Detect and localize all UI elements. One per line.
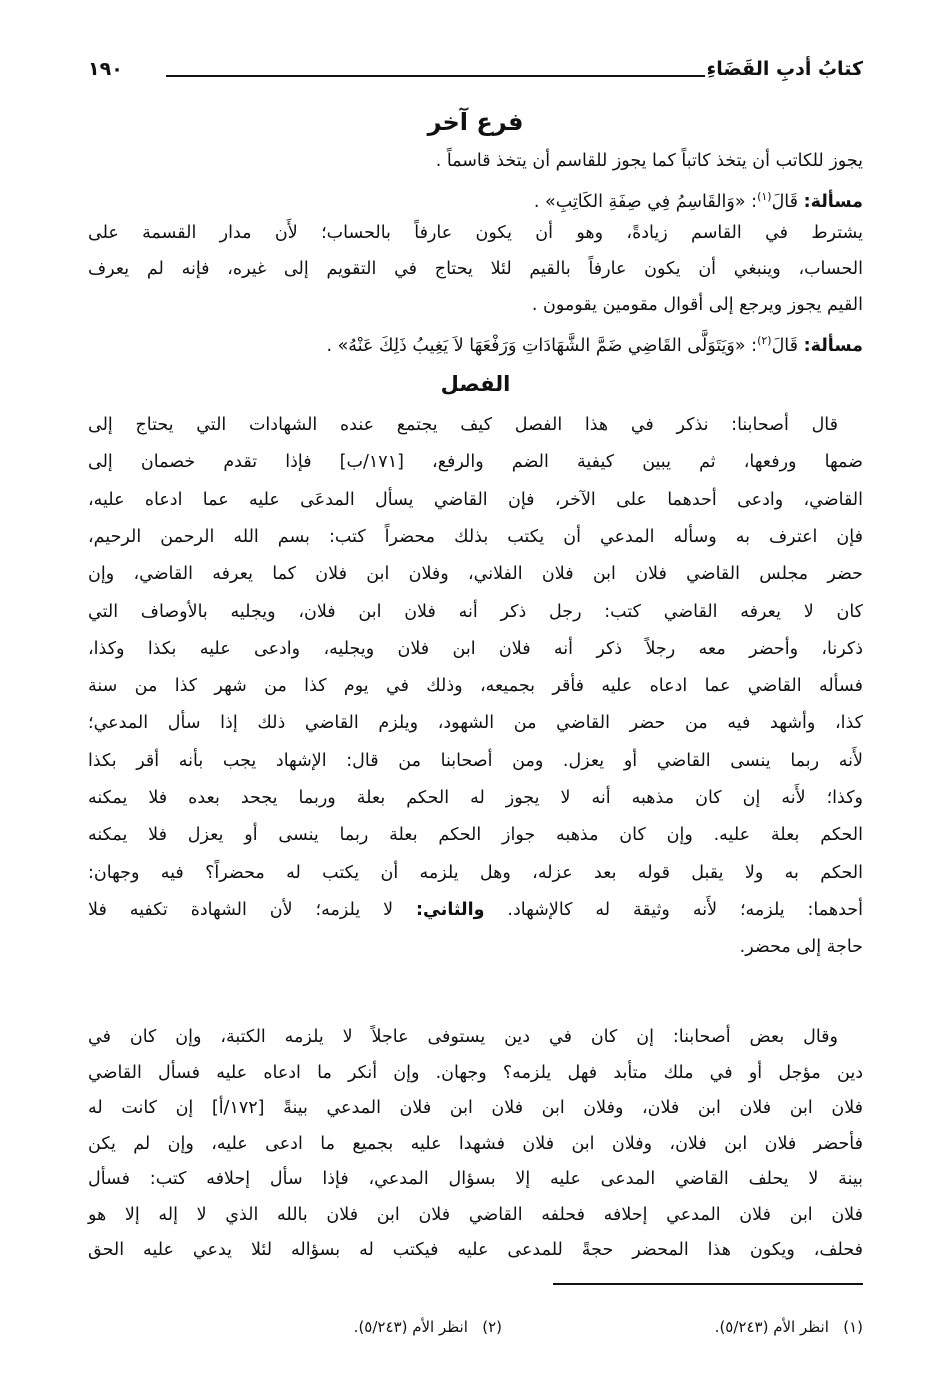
text-line: قال أصحابنا: نذكر في هذا الفصل كيف يجتمع عنده الشهادات التي يحتاج إلى <box>88 415 838 435</box>
text-line: فلان ابن فلان ابن فلان، وفلان ابن فلان ابن فلان المدعي بينةً [١٧٢/أ] إن كانت له <box>88 1098 863 1118</box>
text-line: حاجة إلى محضر. <box>739 937 863 958</box>
text-line: الحساب، وينبغي أن يكون عارفاً بالقيم لئلا يحتاج في التقويم إلى غيره، فإنه لم يعرف <box>88 259 863 279</box>
text-line: بينة لا يحلف القاضي المدعى عليه إلا بسؤال المدعي، فإذا سأل إحلافه كتب: فسأل <box>88 1169 863 1189</box>
qala-word: قَالَ <box>771 191 799 212</box>
masala-line <box>88 182 863 212</box>
quote: «وَيَتَوَلَّى القَاضِي ضَمَّ الشَّهَادَاتِ وَرَفْعَهَا لاَ يَغِيبُ ذَلِكَ عَنْهُ» . <box>326 335 746 356</box>
footnote-ref: (١) <box>757 190 772 203</box>
line-start: أحدهما: يلزمه؛ لأَنه وثيقة له كالإشهاد. <box>507 899 863 920</box>
text-line: دين مؤجل أو في ملك متأبد فهل يلزمه؟ وجهان. وإن أنكر ما ادعاه عليه فسأل القاضي <box>88 1062 863 1083</box>
text-line: حضر مجلس القاضي فلان ابن فلان الفلاني، وفلان ابن فلان كما يعرفه القاضي، وإن <box>88 564 863 585</box>
text-line: فحلف، ويكون هذا المحضر حجةً للمدعى عليه فيكتب له بسؤاله لئلا يدعي عليه الحق <box>88 1240 863 1260</box>
line-end: لا يلزمه؛ لأن الشهادة تكفيه فلا <box>88 899 394 920</box>
running-header <box>88 58 863 92</box>
text-line: فأحضر فلان ابن فلان، وفلان ابن فلان فشهدا عليه بجميع ما ادعى عليه، وإن لم يكن <box>88 1133 863 1154</box>
text-line: ذكرنا، وأحضر معه رجلاً ذكر أنه فلان ابن فلان ويجليه، وادعى عليه بكذا وكذا، <box>88 638 863 659</box>
text-line: وكذا؛ لأَنه إن كان مذهبه أنه لا يجوز له الحكم بعلة وربما يجحد بعده فلا يمكنه <box>88 788 863 808</box>
text-line: القيم يجوز ويرجع إلى أقوال مقومين يقومون . <box>531 295 863 315</box>
text-line: يجوز للكاتب أن يتخذ كاتباً كما يجوز للقاسم أن يتخذ قاسماً . <box>435 151 863 171</box>
masala-line <box>88 326 863 356</box>
header-rule <box>166 75 705 77</box>
footnote-1 <box>715 1318 863 1336</box>
masala-label: مسألة: <box>803 191 863 212</box>
footnote-marker: (١) <box>843 1318 863 1336</box>
text-line: كذا، وأشهد فيه من حضر القاضي من الشهود، ويلزم القاضي ذلك إذا سأل المدعي؛ <box>88 713 863 734</box>
page-number: ١٩٠ <box>88 58 123 80</box>
text-line: يشترط في القاسم زيادةً، وهو أن يكون عارفاً بالحساب؛ لأَن مدار القسمة على <box>88 223 863 243</box>
bold-term: والثاني: <box>416 899 485 920</box>
masala-label: مسألة: <box>803 335 863 356</box>
section-heading: فرع آخر <box>427 108 524 136</box>
text-line: لأَنه ربما ينسى القاضي أو يعزل. ومن أصحابنا من قال: الإشهاد يجب بأنه أقر بكذا <box>88 750 863 771</box>
section-heading: الفصل <box>440 372 511 396</box>
text-line: فلان ابن فلان المدعي إحلافه فحلفه القاضي فلان ابن فلان بالله الذي لا إله إلا هو <box>88 1204 863 1225</box>
colon: : <box>751 191 758 212</box>
quote: «وَالقَاسِمُ فِي صِفَةِ الكَاتِبِ» . <box>533 191 746 212</box>
colon: : <box>751 335 758 356</box>
footnote-marker: (٢) <box>482 1318 502 1336</box>
text-line: فإن اعترف به وسأله المدعي أن يكتب بذلك محضراً كتب: بسم الله الرحمن الرحيم، <box>88 526 863 547</box>
text-line: ضمها ورفعها، ثم يبين كيفية الضم والرفع، [١٧١/ب] فإذا تقدم خصمان إلى <box>88 452 863 473</box>
footnote-ref: (٢) <box>757 334 772 347</box>
text-line: فسأله القاضي عما ادعاه عليه فأقر بجميعه، وذلك في يوم كذا من شهر كذا من سنة <box>88 676 863 697</box>
text-line: كان لا يعرفه القاضي كتب: رجل ذكر أنه فلان ابن فلان، ويجليه بالأوصاف التي <box>88 601 863 622</box>
text-line: الحكم بعلة عليه. وإن كان مذهبه جواز الحكم بعلة ربما ينسى أو يعزل فلا يمكنه <box>88 825 863 846</box>
qala-word: قَالَ <box>771 335 799 356</box>
text-line: وقال بعض أصحابنا: إن كان في دين يستوفى عاجلاً لا يلزمه الكتبة، وإن كان في <box>88 1027 838 1047</box>
text-line <box>88 895 863 925</box>
footnote-rule <box>553 1283 863 1285</box>
text-line: الحكم به ولا يقبل قوله بعد عزله، وهل يلزمه أن يكتب له محضراً؟ فيه وجهان: <box>88 862 863 883</box>
footnote-text: انظر الأم (٥/٢٤٣). <box>714 1318 829 1336</box>
book-title: كتابُ أدبِ القَضَاءِ <box>706 58 863 80</box>
text-line: القاضي، وادعى أحدهما على الآخر، فإن القاضي يسأل المدعَى عليه عما ادعاه عليه، <box>88 489 863 510</box>
footnote-text: انظر الأم (٥/٢٤٣). <box>353 1318 468 1336</box>
footnote-2 <box>354 1318 502 1336</box>
